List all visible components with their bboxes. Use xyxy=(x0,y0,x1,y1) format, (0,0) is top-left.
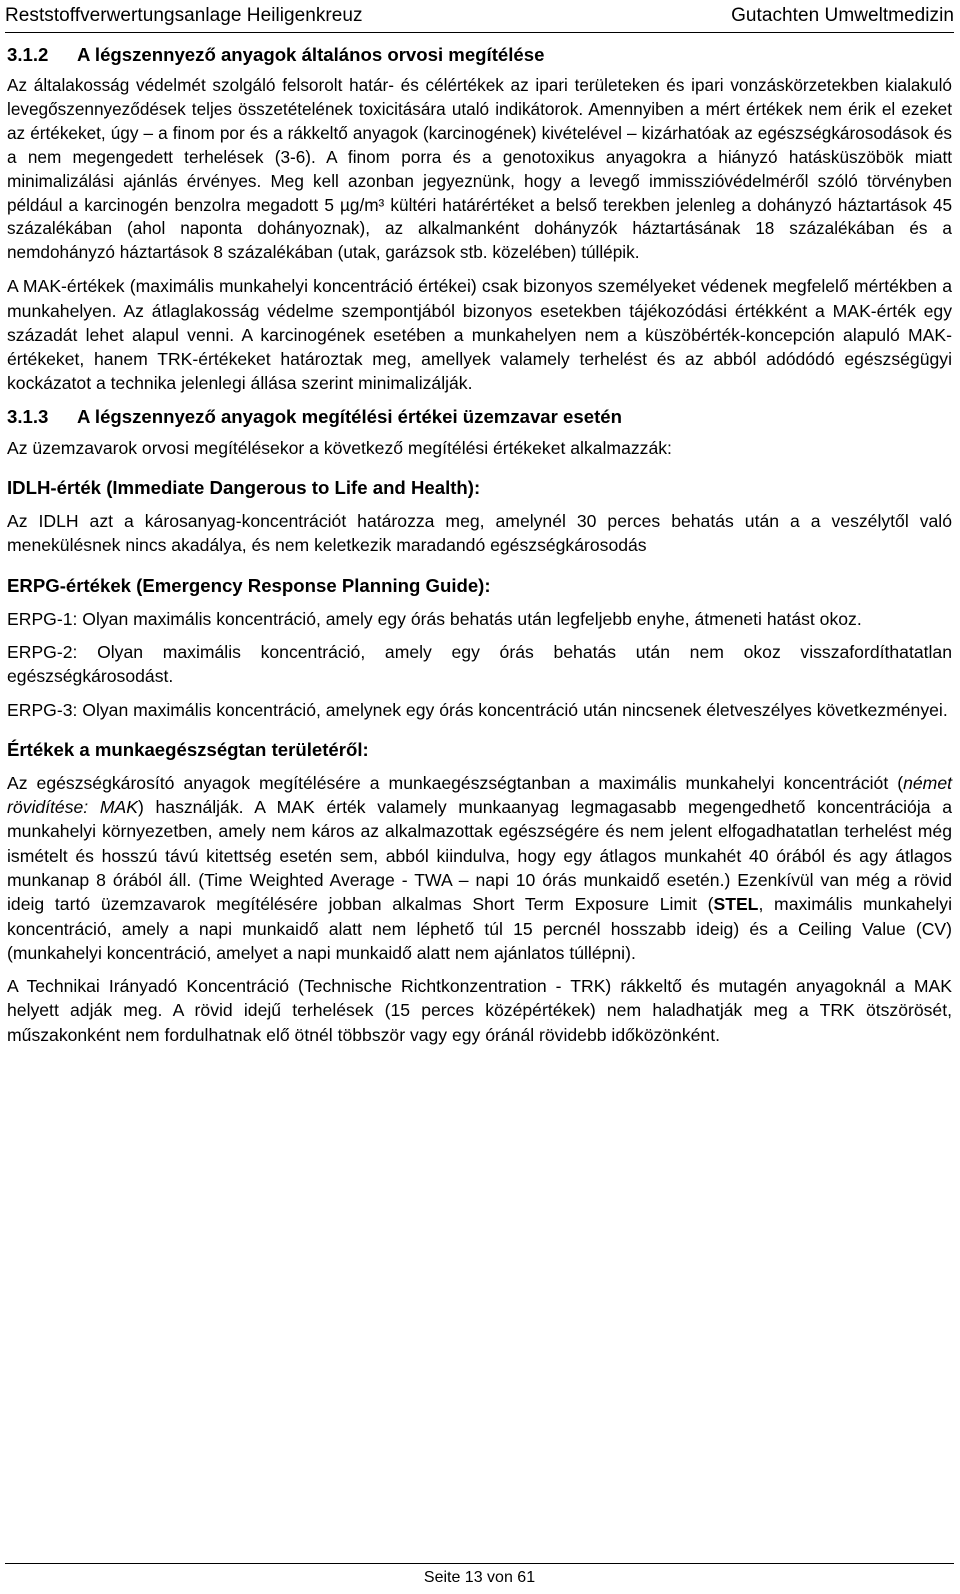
subheading-idlh: IDLH-érték (Immediate Dangerous to Life and Health): xyxy=(7,477,481,499)
section-heading-3-1-3 xyxy=(7,405,952,429)
section-number: 3.1.2 xyxy=(7,44,49,65)
document-body xyxy=(7,43,952,1056)
subheading-work-values: Értékek a munkaegészségtan területéről: xyxy=(7,738,369,760)
text-run: Az egészségkárosító anyagok megítélésére a munkaegészségtanban a maximális munkahelyi koncentrációt ( xyxy=(7,772,904,793)
paragraph: Az IDLH azt a károsanyag-koncentrációt határozza meg, amelynél 30 perces behatás után a a veszélytől való menekülésnek nincs akadálya, és nem keletkezik maradandó egészségkárosodás xyxy=(7,511,952,556)
paragraph: ERPG-2: Olyan maximális koncentráció, amely egy órás behatás után nem okoz visszafordíthatatlan egészségkárosodást. xyxy=(7,641,952,687)
italic-text: német rövidítése: MAK xyxy=(7,772,952,818)
header-left-title: Reststoffverwertungsanlage Heiligenkreuz xyxy=(5,5,363,26)
paragraph: A MAK-értékek (maximális munkahelyi koncentráció értékei) csak bizonyos személyeket védenek megfelelő mértékben a munkahelyen. Az átlaglakosság védelme szempontjából bizonyos esetekben tájékozódási értékként a MAK-érték egy századát lehet alapul venni. A karcinogének esetében a munkahelyen nem a küszöbérték-koncepción alapuló MAK-értékeket, hanem TRK-értékeket határoztak meg, amellyek valamely terhelést és az abból adódódó egészségügyi kockázatot a technika jelenlegi állása szerint minimalizálják. xyxy=(7,276,952,394)
paragraph xyxy=(7,771,952,965)
paragraph: ERPG-3: Olyan maximális koncentráció, amelynek egy órás koncentráció után nincsenek életveszélyes következményei. xyxy=(7,699,948,720)
section-title: A légszennyező anyagok általános orvosi megítélése xyxy=(77,44,545,65)
section-number: 3.1.3 xyxy=(7,405,49,427)
bold-text: STEL xyxy=(713,894,759,915)
text-run: ) használják. A MAK érték valamely munkaanyag legmagasabb megengedhető koncentrációja a munkahelyi környezetben, amely nem káros az alkalmazottak egészségére és nem jelent elfogadhatatlan terhelést még ismételt és hosszú távú kitettség esetén sem, abból kiindulva, hogy egy átlagos munkahét 40 órából és agy átlagos munkanap 8 órából áll. (Time Weighted Average - TWA – napi 10 órás munkaidő esetén.) Ezenkívül van még a rövid ideig tartó üzemzavarok megítélésére jobban alkalmas Short Term Exposure Limit ( xyxy=(7,797,952,915)
section-heading-3-1-2 xyxy=(7,43,952,67)
page-header xyxy=(5,0,954,33)
header-right-title: Gutachten Umweltmedizin xyxy=(731,5,954,26)
paragraph: Az üzemzavarok orvosi megítélésekor a következő megítélési értékeket alkalmazzák: xyxy=(7,437,672,458)
section-title: A légszennyező anyagok megítélési értékei üzemzavar esetén xyxy=(77,405,622,427)
page-footer xyxy=(5,1563,954,1594)
page-number: Seite 13 von 61 xyxy=(423,1569,536,1586)
subheading-erpg: ERPG-értékek (Emergency Response Planning Guide): xyxy=(7,574,491,596)
paragraph: ERPG-1: Olyan maximális koncentráció, amely egy órás behatás után legfeljebb enyhe, átmeneti hatást okoz. xyxy=(7,608,862,629)
text-run: , maximális munkahelyi koncentráció, amely a napi munkaidő alatt nem léphető túl 15 percnél hosszabb ideig) és a Ceiling Value (CV) (munkahelyi koncentráció, amelyet a napi munkaidő alatt nem ajánlatos túllépni). xyxy=(7,894,952,963)
paragraph: A Technikai Irányadó Koncentráció (Technische Richtkonzentration - TRK) rákkeltő és mutagén anyagoknál a MAK helyett adják meg. A rövid idejű terhelések (15 perces középértékek) nem haladhatják meg a TRK ötszörösét, műszakonként nem fordulhatnak elő ötnél többször vagy egy óránál rövidebb időközönként. xyxy=(7,976,952,1045)
paragraph: Az általakosság védelmét szolgáló felsorolt határ- és célértékek az ipari területeken és ipari vonzáskörzetekben kialakuló levegőszennyeződések teljes összetételének toxicitására utaló indikátorok. Amennyiben a mért értékek nem érik el ezeket az értékeket, úgy – a finom por és a rákkeltő anyagok (karcinogének) kivételével – kizárhatóak az egészségkárosodások és a nem megengedett terhelések (3-6). A finom porra és a genotoxikus anyagokra a hiányzó hatásküszöbök miatt minimalizálási ajánlás érvényes. Meg kell azonban jegyeznünk, hogy a levegő immisszióvédelméről szóló törvényben például a karcinogén benzolra megadott 5 µg/m³ kültéri határértéket a belső terekben jelenleg a dohányzó háztartások 45 százalékában (ahol naponta dohányoznak), az alkalmanként dohányzók háztartásának 18 százalékában és a nemdohányzó háztartások 8 százalékában (utak, garázsok stb. közelében) túllépik. xyxy=(7,75,952,263)
